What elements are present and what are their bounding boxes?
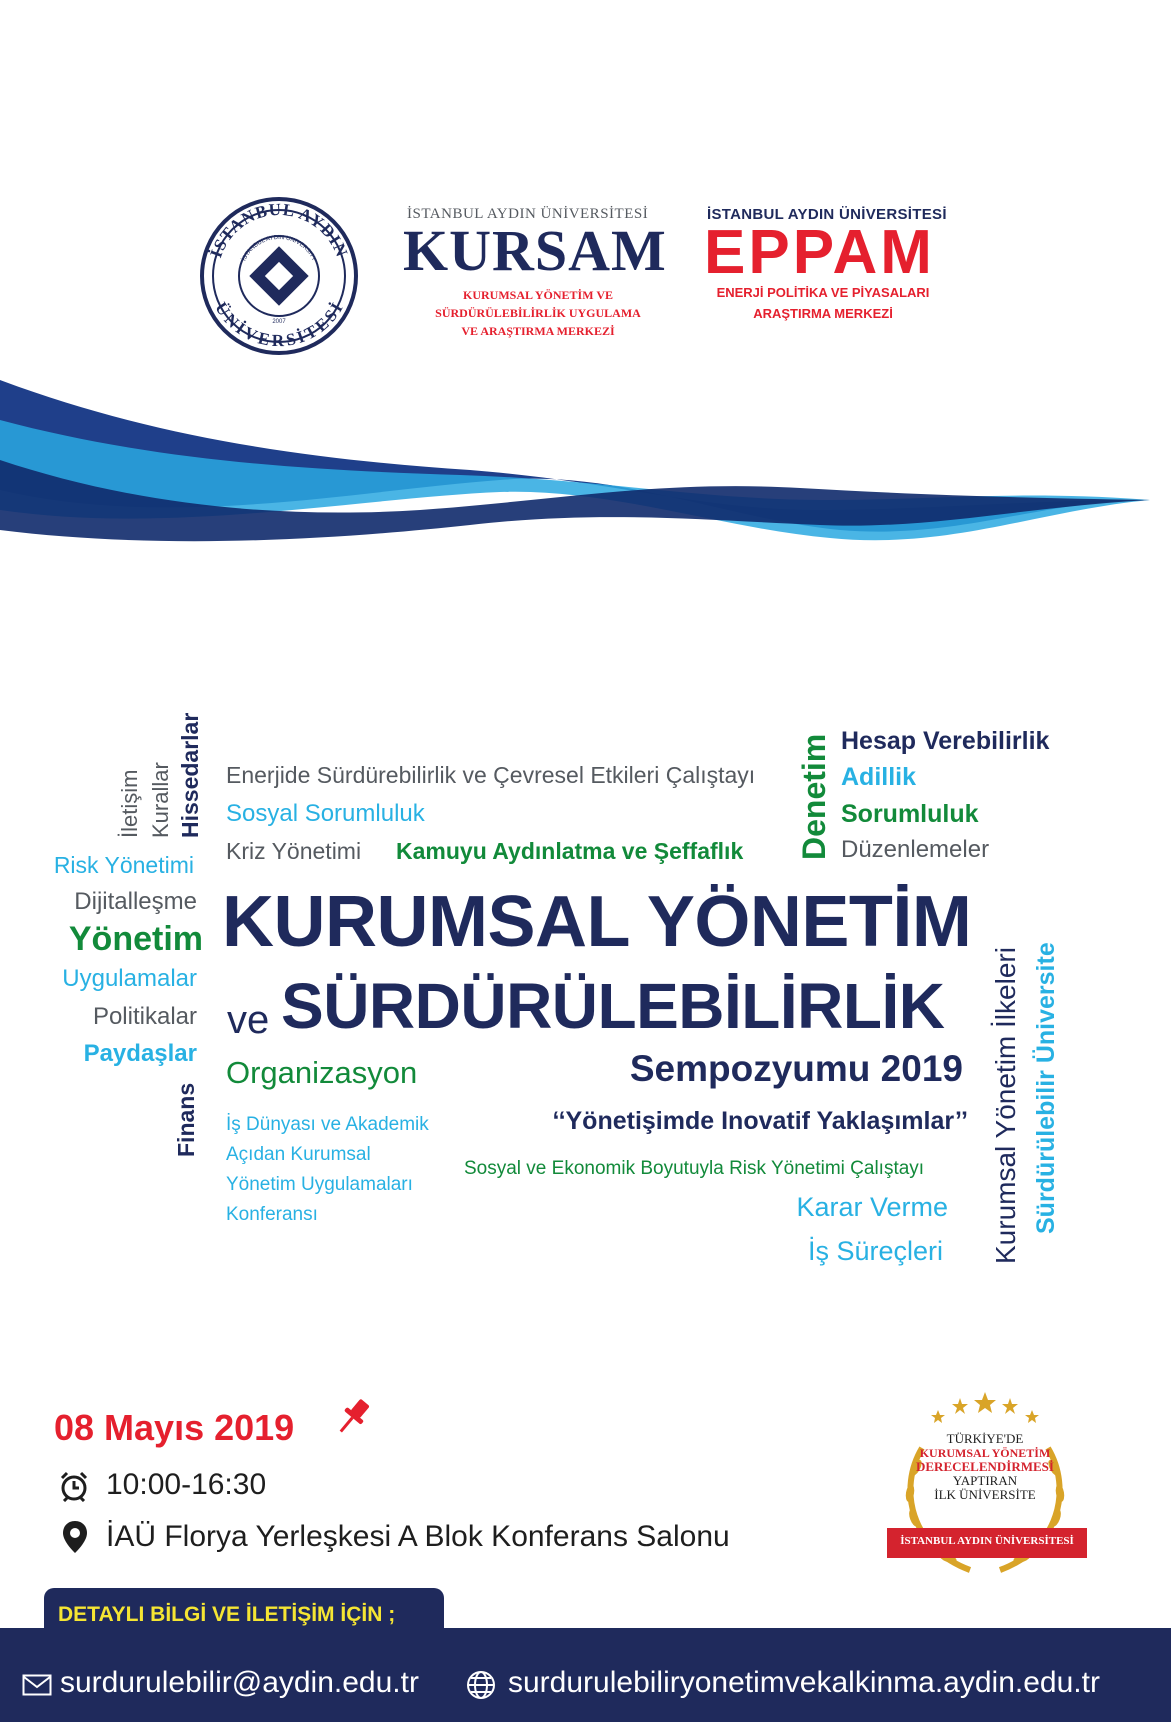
word-yonetim: Yönetim [68, 920, 203, 958]
word-denetim: Denetim [796, 733, 832, 860]
word-is-dunyasi: İş Dünyası ve Akademik Açıdan Kurumsal Yönetim Uygulamaları Konferansı [226, 1114, 429, 1225]
location-pin-icon [62, 1520, 88, 1554]
word-karar: Karar Verme [796, 1192, 948, 1222]
word-finans: Finans [173, 1082, 199, 1157]
word-uygulamalar: Uygulamalar [62, 965, 197, 992]
word-paydaslar: Paydaşlar [83, 1040, 197, 1067]
seal-text-ring [196, 193, 362, 359]
decorative-wave [0, 360, 1171, 560]
kursam-line2: SÜRDÜRÜLEBİLİRLİK UYGULAMA [435, 306, 641, 320]
word-enerji-calistay: Enerjide Sürdürebilirlik ve Çevresel Etkileri Çalıştayı [226, 762, 756, 788]
kursam-line3: VE ARAŞTIRMA MERKEZİ [461, 324, 615, 338]
event-date: 08 Mayıs 2019 [54, 1407, 295, 1448]
seal-bottom-text: ÜNİVERSİTESİ [211, 298, 347, 351]
kursam-overline: İSTANBUL AYDIN ÜNİVERSİTESİ [407, 206, 649, 222]
word-iletisim: İletişim [117, 769, 142, 838]
word-sosyal-sorumluluk: Sosyal Sorumluluk [226, 800, 425, 827]
kursam-name: KURSAM [403, 218, 667, 283]
word-kamuyu: Kamuyu Aydınlatma ve Şeffaflık [396, 838, 744, 864]
title-line2: SÜRDÜRÜLEBİLİRLİK [281, 970, 945, 1042]
seal-inner-text: İSTANBUL AYDIN UNIVERSITY [241, 234, 317, 263]
globe-icon [466, 1670, 496, 1700]
contact-heading: DETAYLI BİLGİ VE İLETİŞİM İÇİN ; [58, 1603, 396, 1626]
badge-ribbon-text: İSTANBUL AYDIN ÜNİVERSİTESİ [900, 1535, 1074, 1547]
word-is-surecleri: İş Süreçleri [807, 1236, 943, 1266]
event-venue: İAÜ Florya Yerleşkesi A Blok Konferans Salonu [106, 1520, 730, 1553]
badge-line4: YAPTIRAN [952, 1473, 1018, 1488]
title-ve: ve [227, 998, 270, 1042]
word-ilkeler: Kurumsal Yönetim İlkeleri [990, 947, 1021, 1264]
word-organizasyon: Organizasyon [226, 1055, 418, 1090]
eppam-line1: ENERJİ POLİTİKA VE PİYASALARI [716, 285, 930, 300]
word-sosyal-ekonomik: Sosyal ve Ekonomik Boyutuyla Risk Yönetimi Çalıştayı [464, 1158, 925, 1179]
word-politikalar: Politikalar [92, 1003, 197, 1030]
word-sorumluluk: Sorumluluk [841, 800, 979, 828]
title-subtitle: ‘‘Yönetişimde Inovatif Yaklaşımlar’’ [552, 1107, 968, 1135]
badge-line2: KURUMSAL YÖNETİM [919, 1446, 1051, 1460]
word-kurallar: Kurallar [148, 762, 173, 838]
word-kriz: Kriz Yönetimi [226, 838, 362, 864]
word-adillik: Adillik [841, 763, 917, 791]
badge-line1: TÜRKİYE'DE [946, 1431, 1024, 1446]
seal-year: 2007 [272, 319, 286, 325]
word-risk: Risk Yönetimi [53, 852, 194, 878]
pushpin-icon [330, 1394, 376, 1440]
badge-line3: DERECELENDİRMESİ [916, 1459, 1054, 1474]
word-dijital: Dijitalleşme [74, 888, 197, 915]
contact-website[interactable]: surdurulebiliryonetimvekalkinma.aydin.edu.tr [508, 1666, 1100, 1699]
word-hesap: Hesap Verebilirlik [841, 727, 1050, 755]
eppam-line2: ARAŞTIRMA MERKEZİ [753, 306, 893, 321]
alarm-clock-icon [58, 1470, 90, 1502]
badge-line5: İLK ÜNİVERSİTE [934, 1487, 1036, 1502]
kursam-line1: KURUMSAL YÖNETİM VE [462, 288, 614, 302]
envelope-icon [22, 1674, 52, 1696]
svg-text:İSTANBUL AYDIN [206, 199, 352, 263]
svg-text:İSTANBUL AYDIN UNIVERSITY [240, 235, 316, 262]
seal-top-text: İSTANBUL AYDIN [206, 199, 352, 261]
eppam-overline: İSTANBUL AYDIN ÜNİVERSİTESİ [707, 206, 947, 223]
word-surdurulebilir-uni: Sürdürülebilir Üniversite [1032, 942, 1060, 1234]
word-duzenlemeler: Düzenlemeler [841, 836, 990, 863]
title-line1: KURUMSAL YÖNETİM [222, 882, 972, 962]
contact-email[interactable]: surdurulebilir@aydin.edu.tr [60, 1666, 419, 1699]
event-time: 10:00-16:30 [106, 1468, 267, 1501]
eppam-name: EPPAM [704, 218, 935, 287]
title-line3: Sempozyumu 2019 [629, 1048, 963, 1089]
word-hissedarlar: Hissedarlar [177, 712, 203, 838]
